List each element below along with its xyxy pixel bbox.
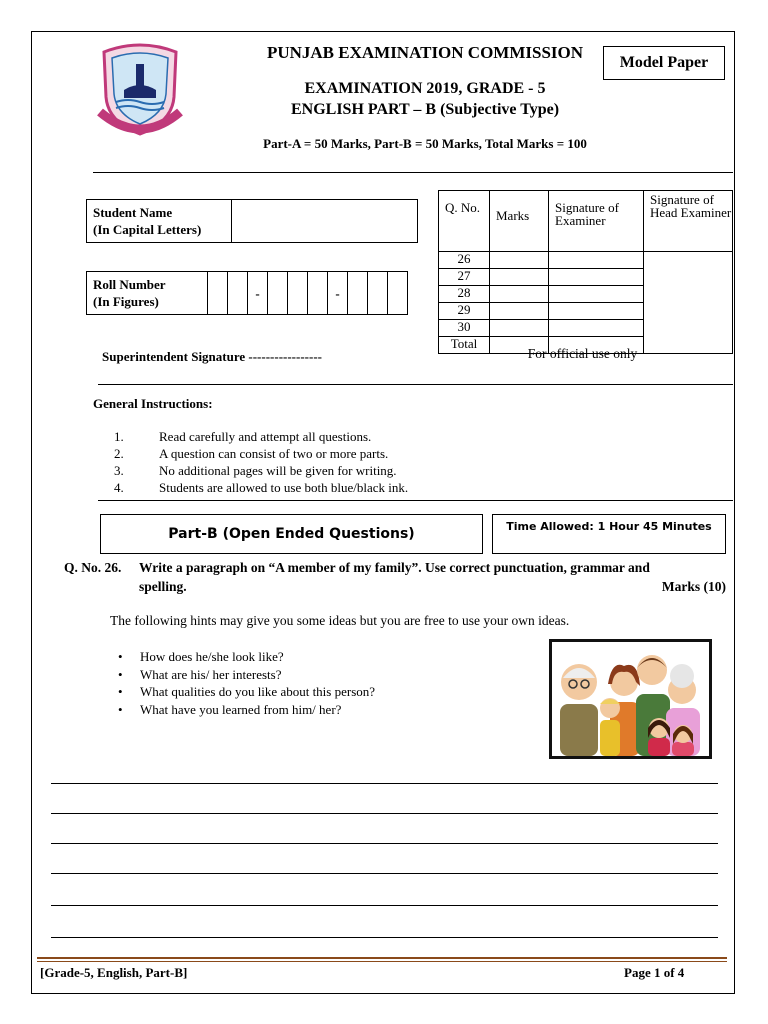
- instructions-title: General Instructions:: [93, 396, 213, 411]
- roll-digit-cell[interactable]: [208, 272, 228, 315]
- score-header-qno: Q. No.: [439, 191, 490, 252]
- roll-digit-cell[interactable]: [368, 272, 388, 315]
- student-name-field[interactable]: [232, 200, 418, 243]
- answer-line[interactable]: [51, 783, 718, 784]
- roll-digit-cell[interactable]: [228, 272, 248, 315]
- instruction-item: 4. Students are allowed to use both blue/black ink.: [114, 480, 409, 495]
- hint-item: • What qualities do you like about this person?: [118, 684, 376, 699]
- answer-line[interactable]: [51, 813, 718, 814]
- footer-rule: [37, 961, 727, 962]
- hint-item: • What are his/ her interests?: [118, 666, 282, 682]
- student-name-box: [86, 199, 418, 243]
- instruction-item: 2. A question can consist of two or more parts.: [114, 446, 389, 461]
- question-marks: Marks (10): [661, 579, 726, 594]
- student-name-label: Student Name (In Capital Letters): [87, 200, 232, 243]
- answer-line[interactable]: [51, 937, 718, 938]
- subject-title: ENGLISH PART – B (Subjective Type): [290, 101, 560, 118]
- score-signature-cell[interactable]: [549, 286, 644, 303]
- commission-title: PUNJAB EXAMINATION COMMISSION: [266, 43, 584, 62]
- score-header-examiner: Signature of Examiner: [549, 191, 644, 252]
- score-row-qno: 26: [439, 252, 490, 269]
- question-text-cont: spelling.: [139, 579, 187, 594]
- instructions-list: [114, 428, 408, 496]
- answer-line[interactable]: [51, 905, 718, 906]
- instruction-item: 1. Read carefully and attempt all questions.: [114, 429, 372, 444]
- official-use-note: For official use only: [527, 346, 638, 361]
- score-marks-cell[interactable]: [490, 286, 549, 303]
- roll-digit-cell[interactable]: [388, 272, 408, 315]
- score-row-qno: 30: [439, 320, 490, 337]
- roll-digit-cell[interactable]: -: [328, 272, 348, 315]
- footer-grade: [Grade-5, English, Part-B]: [40, 965, 188, 980]
- footer-page-number: Page 1 of 4: [624, 965, 685, 980]
- score-header-marks: Marks: [490, 191, 549, 252]
- score-row-qno: 27: [439, 269, 490, 286]
- family-illustration: [549, 639, 712, 759]
- score-marks-cell[interactable]: [490, 320, 549, 337]
- hint-bullets: [118, 648, 375, 718]
- official-score-table: [438, 190, 733, 354]
- roll-number-label: Roll Number (In Figures): [87, 272, 208, 315]
- score-header-head-examiner: Signature of Head Examiner: [644, 191, 733, 252]
- section-divider: [98, 500, 733, 501]
- answer-line[interactable]: [51, 873, 718, 874]
- marks-summary: Part-A = 50 Marks, Part-B = 50 Marks, Total Marks = 100: [263, 136, 587, 151]
- roll-digit-cell[interactable]: [268, 272, 288, 315]
- partb-title-box: Part-B (Open Ended Questions): [100, 514, 483, 554]
- score-row-qno: 29: [439, 303, 490, 320]
- page-frame: [31, 31, 735, 994]
- roll-number-box: [86, 271, 408, 315]
- roll-digit-cell[interactable]: [288, 272, 308, 315]
- header-divider: [93, 172, 733, 173]
- footer-rule: [37, 957, 727, 959]
- exam-title: EXAMINATION 2019, GRADE - 5: [304, 80, 546, 97]
- commission-logo: [94, 42, 186, 140]
- question-26: [64, 558, 726, 596]
- roll-digit-cell[interactable]: -: [248, 272, 268, 315]
- hint-item: • How does he/she look like?: [118, 649, 284, 664]
- score-signature-cell[interactable]: [549, 252, 644, 269]
- instruction-item: 3. No additional pages will be given for writing.: [114, 463, 397, 478]
- score-row-total: Total: [439, 337, 490, 354]
- section-divider: [98, 384, 733, 385]
- roll-digit-cell[interactable]: [308, 272, 328, 315]
- score-signature-cell[interactable]: [549, 303, 644, 320]
- head-examiner-signature-cell[interactable]: [644, 252, 733, 354]
- roll-digit-cell[interactable]: [348, 272, 368, 315]
- question-text: Write a paragraph on “A member of my family”. Use correct punctuation, grammar and: [139, 560, 650, 575]
- score-signature-cell[interactable]: [549, 320, 644, 337]
- question-number: Q. No. 26.: [64, 560, 122, 575]
- score-marks-cell[interactable]: [490, 303, 549, 320]
- score-row-qno: 28: [439, 286, 490, 303]
- superintendent-signature: Superintendent Signature -----------------: [102, 349, 322, 364]
- answer-line[interactable]: [51, 843, 718, 844]
- hints-intro: The following hints may give you some ideas but you are free to use your own ideas.: [110, 613, 570, 628]
- score-marks-cell[interactable]: [490, 269, 549, 286]
- score-signature-cell[interactable]: [549, 269, 644, 286]
- model-paper-badge: Model Paper: [603, 46, 725, 80]
- score-marks-cell[interactable]: [490, 252, 549, 269]
- time-allowed-box: Time Allowed: 1 Hour 45 Minutes: [492, 514, 726, 554]
- hint-item: • What have you learned from him/ her?: [118, 701, 342, 717]
